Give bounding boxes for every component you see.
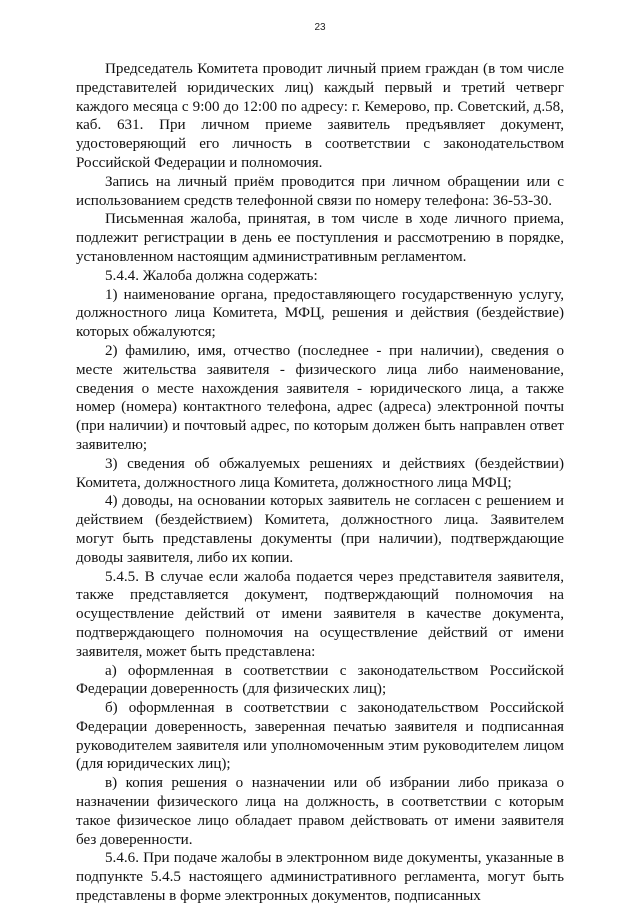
paragraph-item-2: 2) фамилию, имя, отчество (последнее - при наличии), сведения о месте жительства заявителя - физического лица либо наименование, сведения о месте нахождения заявителя - юридического лица, а также номер (номера) контактного телефона, адрес (адреса) электронной почты (при наличии) и почтовый адрес, по которым должен быть направлен ответ заявителю; — [76, 342, 564, 453]
paragraph-item-v: в) копия решения о назначении или об избрании либо приказа о назначении физического лица на должность, в соответствии с которым такое физическое лицо обладает правом действовать от имени заявителя без доверенности. — [76, 775, 564, 848]
page-number: 23 — [314, 22, 326, 33]
paragraph-item-a: а) оформленная в соответствии с законодательством Российской Федерации доверенность (для физических лиц); — [76, 662, 564, 698]
paragraph-chairman-reception: Председатель Комитета проводит личный прием граждан (в том числе представителей юридических лиц) каждый первый и третий четверг каждого месяца с 9:00 до 12:00 по адресу: г. Кемерово, пр. Советский, д.58, каб. 631. При личном приеме заявитель предъявляет документ, удостоверяющий его личность в соответствии с законодательством Российской Федерации и полномочия. — [76, 61, 564, 171]
paragraph-5-4-5: 5.4.5. В случае если жалоба подается через представителя заявителя, также представляется документ, подтверждающий полномочия на осуществление действий от имени заявителя в качестве документа, подтверждающего полномочия на осуществление действий от имени заявителя, может быть представлена: — [76, 568, 564, 660]
paragraph-appointment-phone: Запись на личный приём проводится при личном обращении или с использованием средств телефонной связи по номеру телефона: 36-53-30. — [76, 173, 564, 209]
paragraph-written-complaint: Письменная жалоба, принятая, в том числе в ходе личного приема, подлежит регистрации в день ее поступления и рассмотрению в порядке, установленном настоящим административным регламентом. — [76, 211, 564, 265]
document-body — [76, 60, 564, 906]
paragraph-5-4-6: 5.4.6. При подаче жалобы в электронном виде документы, указанные в подпункте 5.4.5 настоящего административного регламента, могут быть представлены в форме электронных документов, подписанных — [76, 850, 564, 905]
paragraph-item-b: б) оформленная в соответствии с законодательством Российской Федерации доверенность, заверенная печатью заявителя и подписанная руководителем заявителя или уполномоченным этим руководителем лицом (для юридических лиц); — [76, 700, 564, 773]
paragraph-item-1: 1) наименование органа, предоставляющего государственную услугу, должностного лица Комитета, МФЦ, решения и действия (бездействие) которых обжалуются; — [76, 286, 564, 341]
paragraph-item-3: 3) сведения об обжалуемых решениях и действиях (бездействии) Комитета, должностного лица Комитета, должностного лица МФЦ; — [76, 455, 564, 491]
paragraph-5-4-4-heading: 5.4.4. Жалоба должна содержать: — [105, 267, 318, 284]
paragraph-item-4: 4) доводы, на основании которых заявитель не согласен с решением и действием (бездействием) Комитета, должностного лица. Заявителем могут быть представлены документы (при наличии), подтверждающие доводы заявителя, либо их копии. — [76, 493, 564, 566]
